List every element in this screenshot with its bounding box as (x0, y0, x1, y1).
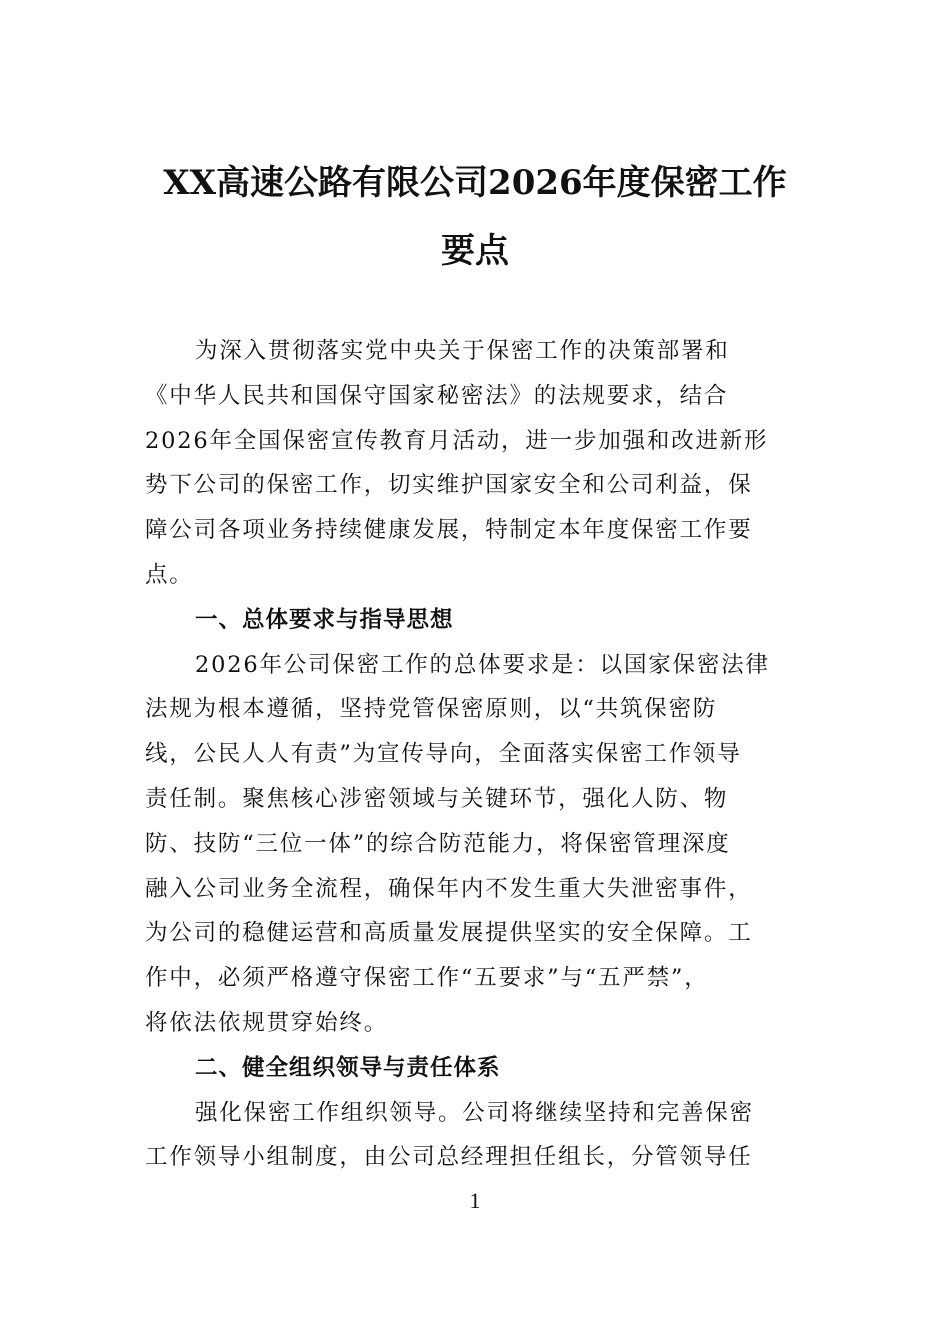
paragraph-line: 势下公司的保密工作，切实维护国家安全和公司利益，保 (145, 472, 753, 499)
document-body (145, 329, 795, 1180)
paragraph-line: 障公司各项业务持续健康发展，特制定本年度保密工作要 (145, 517, 753, 544)
paragraph-line: 线，公民人人有责”为宣传导向，全面落实保密工作领导 (145, 741, 742, 768)
document-title-line-1: XX高速公路有限公司2026年度保密工作 (163, 163, 787, 203)
paragraph-line: 2026年公司保密工作的总体要求是：以国家保密法律 (195, 651, 770, 678)
paragraph-line: 2026年全国保密宣传教育月活动，进一步加强和改进新形 (145, 427, 769, 454)
paragraph-line: 《中华人民共和国保守国家秘密法》的法规要求，结合 (145, 382, 729, 409)
paragraph-line: 工作领导小组制度，由公司总经理担任组长，分管领导任 (145, 1144, 753, 1171)
paragraph-line: 融入公司业务全流程，确保年内不发生重大失泄密事件， (145, 875, 753, 902)
paragraph-line: 为深入贯彻落实党中央关于保密工作的决策部署和 (195, 338, 730, 364)
document-title-line-2: 要点 (441, 231, 509, 271)
paragraph-line: 强化保密工作组织领导。公司将继续坚持和完善保密 (195, 1099, 754, 1126)
paragraph-line: 责任制。聚焦核心涉密领域与关键环节，强化人防、物 (145, 785, 729, 812)
section-heading-1: 一、总体要求与指导思想 (195, 606, 454, 633)
section-heading-2: 二、健全组织领导与责任体系 (195, 1054, 501, 1081)
paragraph-line: 作中，必须严格遵守保密工作“五要求”与“五严禁”， (145, 965, 709, 992)
paragraph-line: 点。 (145, 561, 194, 588)
paragraph-line: 法规为根本遵循，坚持党管保密原则，以“共筑保密防 (145, 696, 718, 723)
page-number: 1 (469, 1188, 481, 1213)
paragraph-line: 为公司的稳健运营和高质量发展提供坚实的安全保障。工 (145, 920, 753, 947)
paragraph-line: 防、技防“三位一体”的综合防范能力，将保密管理深度 (145, 830, 731, 857)
paragraph-line: 将依法依规贯穿始终。 (145, 1009, 389, 1036)
